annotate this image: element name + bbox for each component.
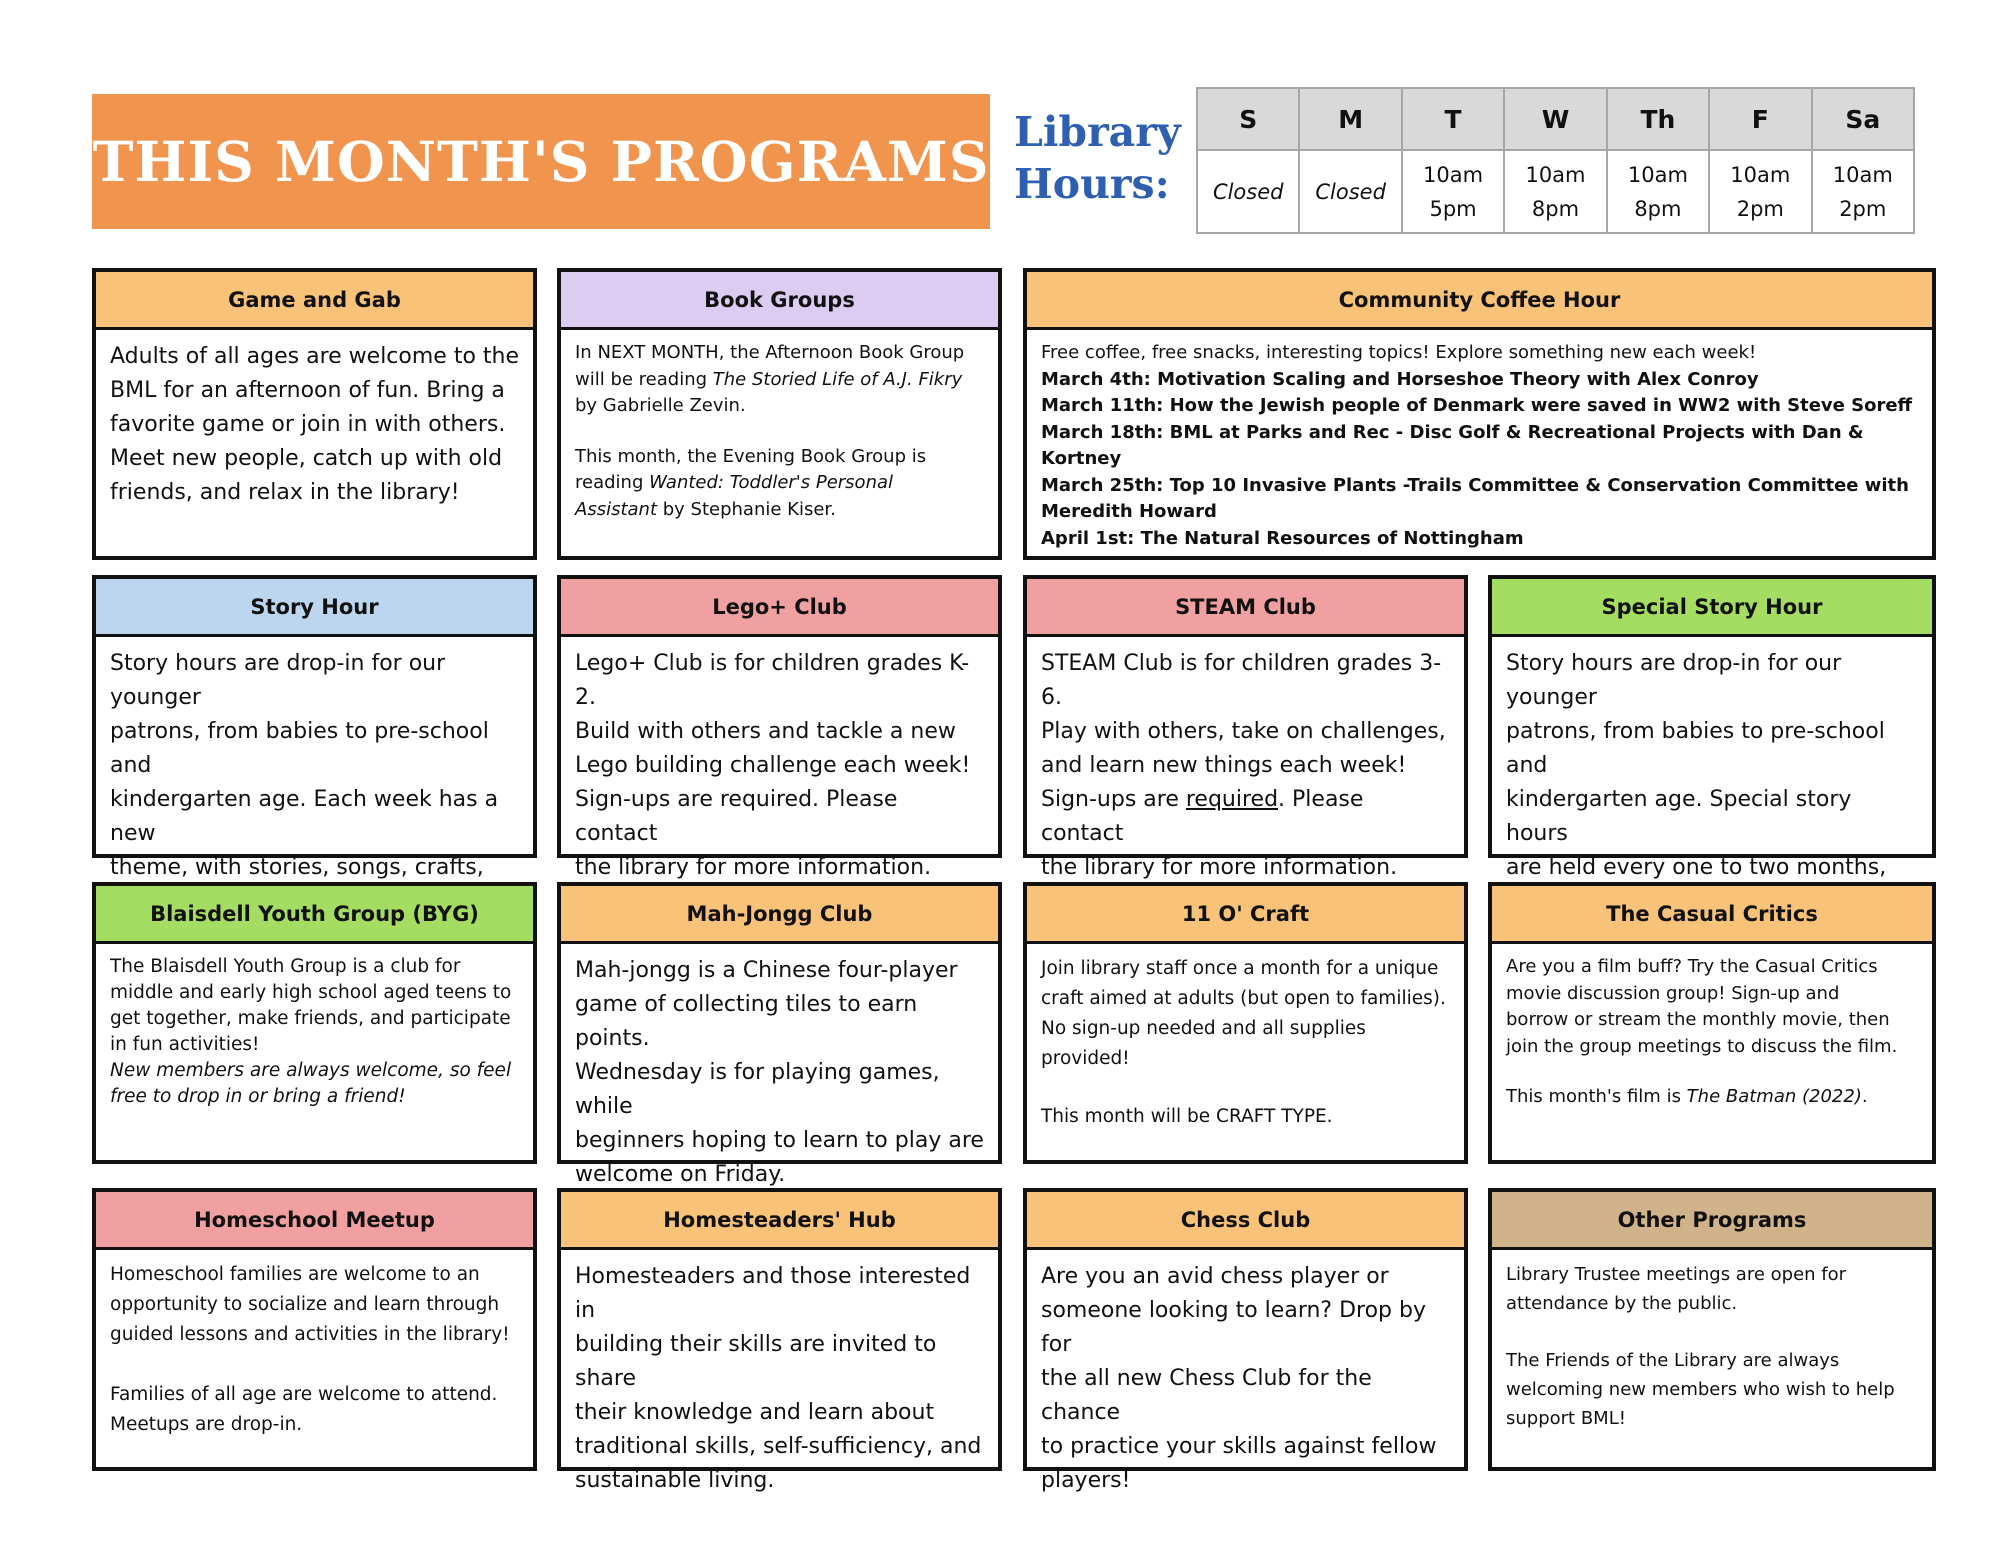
card-community-coffee-hour (1023, 268, 1936, 560)
hours-day-wed: W (1504, 88, 1606, 150)
body-line: building their skills are invited to share (575, 1332, 937, 1391)
hours-header-row (1197, 88, 1914, 150)
card-title: 11 O' Craft (1027, 886, 1464, 944)
body-line: Build with others and tackle a new (575, 719, 956, 744)
body-line: the library for more information. (1041, 855, 1398, 880)
body-line: Families of all age are welcome to attend. (110, 1384, 498, 1405)
hours-time-mon: Closed (1299, 150, 1401, 233)
body-line: and learn new things each week! (1041, 753, 1407, 778)
event-line: March 25th: Top 10 Invasive Plants -Trails Committee & Conservation Committee with (1041, 474, 1909, 496)
card-body (1027, 944, 1464, 1132)
body-line: get together, make friends, and participate (110, 1008, 511, 1029)
body-line: movie discussion group! Sign-up and (1506, 982, 1840, 1004)
event-line: April 1st: The Natural Resources of Nottingham (1041, 527, 1524, 549)
card-body (561, 330, 998, 523)
hours-time-tue: 10am 5pm (1402, 150, 1504, 233)
card-body (1027, 330, 1932, 552)
body-line: guided lessons and activities in the library! (110, 1324, 510, 1345)
body-line: Homeschool families are welcome to an (110, 1264, 480, 1285)
card-title: Mah-Jongg Club (561, 886, 998, 944)
hours-time-wed: 10am 8pm (1504, 150, 1606, 233)
body-line: someone looking to learn? Drop by for (1041, 1298, 1426, 1357)
card-body (561, 944, 998, 1192)
body-line: reading Wanted: Toddler's Personal (575, 472, 894, 493)
card-special-story-hour (1488, 575, 1936, 880)
event-line: March 18th: BML at Parks and Rec - Disc Golf & Recreational Projects with Dan & Kortney (1041, 421, 1864, 469)
body-line: This month's film is The Batman (2022). (1506, 1086, 1868, 1107)
body-line: theme, with stories, songs, crafts, (110, 855, 484, 880)
card-homeschool-meetup (92, 1188, 537, 1471)
body-line: Join library staff once a month for a unique (1041, 958, 1439, 979)
body-line: provided! (1041, 1048, 1130, 1069)
body-line: kindergarten age. Special story hours (1506, 787, 1852, 846)
body-line: Lego building challenge each week! (575, 753, 971, 778)
hours-label-line1: Library (1014, 108, 1181, 156)
body-line: in fun activities! (110, 1034, 260, 1055)
card-mah-jongg-club (557, 882, 1002, 1187)
body-line: kindergarten age. Each week has a new (110, 787, 499, 846)
card-body (561, 637, 998, 885)
body-line: The Blaisdell Youth Group is a club for (110, 956, 461, 977)
body-line: This month, the Evening Book Group is (575, 445, 927, 467)
body-line: Play with others, take on challenges, (1041, 719, 1446, 744)
card-casual-critics (1488, 882, 1936, 1164)
body-line: Story hours are drop-in for our younger (1506, 651, 1842, 710)
hours-day-sat: Sa (1812, 88, 1914, 150)
hours-times-row (1197, 150, 1914, 233)
card-body (96, 330, 533, 510)
card-title: Community Coffee Hour (1027, 272, 1932, 330)
body-line: will be reading The Storied Life of A.J. Fikry (575, 368, 963, 390)
body-line: welcome on Friday. (575, 1162, 786, 1187)
required-link[interactable]: required (1185, 787, 1279, 812)
body-line: Homesteaders and those interested in (575, 1264, 971, 1323)
body-line: patrons, from babies to pre-school and (110, 719, 489, 778)
card-title: The Casual Critics (1492, 886, 1932, 944)
card-book-groups (557, 268, 1002, 560)
body-line: opportunity to socialize and learn through (110, 1294, 500, 1315)
body-line: In NEXT MONTH, the Afternoon Book Group (575, 342, 965, 363)
card-body (1027, 1250, 1464, 1498)
body-line: patrons, from babies to pre-school and (1506, 719, 1885, 778)
body-line: Are you an avid chess player or (1041, 1264, 1389, 1289)
hours-day-sun: S (1197, 88, 1299, 150)
body-line: BML for an afternoon of fun. Bring a (110, 378, 505, 403)
body-line: Sign-ups are required. Please contact (575, 787, 898, 846)
card-11-o-craft (1023, 882, 1468, 1164)
library-hours-label (1014, 106, 1194, 210)
body-line: their knowledge and learn about (575, 1400, 935, 1425)
body-line: Library Trustee meetings are open for (1506, 1264, 1847, 1285)
card-title: Chess Club (1027, 1192, 1464, 1250)
hours-time-sun: Closed (1197, 150, 1299, 233)
book-title: The Storied Life of A.J. Fikry (712, 368, 963, 390)
card-title: Homeschool Meetup (96, 1192, 533, 1250)
hours-time-thu: 10am 8pm (1607, 150, 1709, 233)
event-line: March 11th: How the Jewish people of Denmark were saved in WW2 with Steve Soreff (1041, 395, 1913, 416)
card-title: Other Programs (1492, 1192, 1932, 1250)
body-line: Lego+ Club is for children grades K-2. (575, 651, 970, 710)
body-line: support BML! (1506, 1408, 1626, 1429)
body-line: No sign-up needed and all supplies (1041, 1018, 1366, 1039)
body-line: traditional skills, self-sufficiency, and (575, 1434, 982, 1459)
body-line: middle and early high school aged teens to (110, 982, 512, 1003)
body-line: Adults of all ages are welcome to the (110, 344, 520, 369)
card-title: Homesteaders' Hub (561, 1192, 998, 1250)
body-line: This month will be CRAFT TYPE. (1041, 1106, 1333, 1127)
body-line: The Friends of the Library are always (1506, 1350, 1840, 1371)
body-line: game of collecting tiles to earn points. (575, 992, 918, 1051)
body-line: players! (1041, 1468, 1131, 1493)
body-line: Meetups are drop-in. (110, 1414, 303, 1435)
body-line: to practice your skills against fellow (1041, 1434, 1437, 1459)
book-title: Wanted: Toddler's Personal (649, 472, 894, 493)
book-title: Assistant (575, 498, 658, 520)
hours-day-mon: M (1299, 88, 1401, 150)
body-line: welcoming new members who wish to help (1506, 1379, 1895, 1400)
body-line: STEAM Club is for children grades 3-6. (1041, 651, 1442, 710)
body-line: the all new Chess Club for the chance (1041, 1366, 1372, 1425)
body-line: join the group meetings to discuss the film. (1506, 1035, 1898, 1057)
card-body (1492, 1250, 1932, 1433)
card-chess-club (1023, 1188, 1468, 1493)
body-line: Story hours are drop-in for our younger (110, 651, 446, 710)
event-line: Meredith Howard (1041, 501, 1217, 522)
card-body (1492, 944, 1932, 1111)
body-line: attendance by the public. (1506, 1293, 1738, 1314)
hours-day-thu: Th (1607, 88, 1709, 150)
card-body (561, 1250, 998, 1498)
card-body (1027, 637, 1464, 885)
hours-label-line2: Hours: (1014, 160, 1170, 208)
body-line: beginners hoping to learn to play are (575, 1128, 984, 1153)
card-story-hour (92, 575, 537, 880)
body-line: Free coffee, free snacks, interesting topics! Explore something new each week! (1041, 342, 1757, 363)
body-line: Assistant by Stephanie Kiser. (575, 498, 836, 520)
card-title: Story Hour (96, 579, 533, 637)
card-blaisdell-youth-group (92, 882, 537, 1164)
body-line: by Gabrielle Zevin. (575, 395, 746, 416)
programs-banner (92, 94, 990, 229)
card-body (96, 1250, 533, 1440)
body-line: borrow or stream the monthly movie, then (1506, 1009, 1890, 1030)
card-title: Game and Gab (96, 272, 533, 330)
body-line: Sign-ups are required. Please contact (1041, 787, 1364, 846)
body-line: are held every one to two months, (1506, 855, 1887, 880)
body-line: free to drop in or bring a friend! (110, 1086, 406, 1107)
film-title: The Batman (2022) (1686, 1086, 1862, 1107)
body-line: Mah-jongg is a Chinese four-player (575, 958, 958, 983)
page-title: THIS MONTH'S PROGRAMS (92, 129, 990, 194)
body-line: Meet new people, catch up with old (110, 446, 503, 471)
card-title: Blaisdell Youth Group (BYG) (96, 886, 533, 944)
card-lego-club (557, 575, 1002, 880)
body-line: the library for more information. (575, 855, 932, 880)
hours-time-fri: 10am 2pm (1709, 150, 1811, 233)
card-body (96, 944, 533, 1110)
card-game-and-gab (92, 268, 537, 560)
card-title: Lego+ Club (561, 579, 998, 637)
hours-day-fri: F (1709, 88, 1811, 150)
card-homesteaders-hub (557, 1188, 1002, 1493)
body-line: sustainable living. (575, 1468, 775, 1493)
library-hours-table (1196, 87, 1915, 234)
hours-time-sat: 10am 2pm (1812, 150, 1914, 233)
card-title: Book Groups (561, 272, 998, 330)
body-line: craft aimed at adults (but open to families). (1041, 988, 1446, 1009)
card-other-programs (1488, 1188, 1936, 1471)
card-title: STEAM Club (1027, 579, 1464, 637)
card-steam-club (1023, 575, 1468, 880)
hours-day-tue: T (1402, 88, 1504, 150)
card-title: Special Story Hour (1492, 579, 1932, 637)
event-line: March 4th: Motivation Scaling and Horseshoe Theory with Alex Conroy (1041, 368, 1759, 390)
body-line: New members are always welcome, so feel (110, 1060, 512, 1081)
body-line: Wednesday is for playing games, while (575, 1060, 940, 1119)
body-line: friends, and relax in the library! (110, 480, 460, 505)
body-line: favorite game or join in with others. (110, 412, 506, 437)
body-line: Are you a film buff? Try the Casual Critics (1506, 956, 1878, 977)
